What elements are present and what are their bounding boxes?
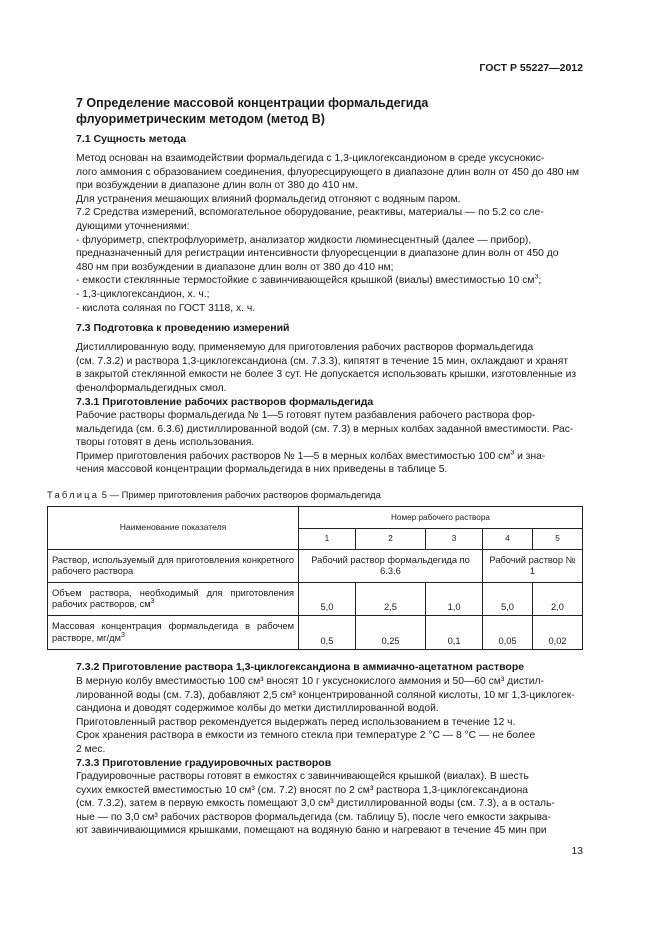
table-cell: 0,05 bbox=[483, 616, 533, 650]
text-line: (см. 7.3.2) и раствора 1,3-циклогександиона (см. 7.3.3), кипятят в течение 15 мин, охлаждают и хранят bbox=[76, 355, 569, 367]
superscript: 3 bbox=[150, 597, 155, 605]
cell-source-formaldehyde: Рабочий раствор формальдегида по 6.3.6 bbox=[299, 550, 483, 583]
text-line: творы готовят в день использования. bbox=[76, 437, 255, 449]
paragraph-preparation bbox=[76, 341, 582, 395]
standard-code: ГОСТ Р 55227—2012 bbox=[479, 62, 583, 74]
row-label-volume bbox=[48, 583, 299, 616]
superscript: 3 bbox=[510, 449, 515, 457]
text-line: Для устранения мешающих влияний формальдегид отгоняют с водяным паром. bbox=[76, 193, 461, 205]
text-line: Дистиллированную воду, применяемую для приготовления рабочих растворов формальдегида bbox=[76, 342, 534, 353]
text-line: лированной воды (см. 7.3), добавляют 2,5 см³ концентрированной соляной кислоты, 10 мг 1,3-циклогек- bbox=[76, 689, 575, 701]
text-line: сухих емкостей вместимостью 10 см³ (см. 7.2) вносят по 2 см³ раствора 1,3-циклогександиона bbox=[76, 784, 529, 796]
row-label-text: Массовая концентрация формальдегида в рабочем растворе, мг/дм bbox=[52, 621, 294, 643]
text-line: Приготовленный раствор рекомендуется выдержать перед использованием в течение 12 ч. bbox=[76, 716, 516, 728]
paragraph-calibration-solutions bbox=[76, 770, 582, 838]
text-line: 480 нм при возбуждении в диапазоне длин волн от 380 до 410 нм; bbox=[76, 261, 394, 273]
table-5-caption bbox=[47, 488, 381, 502]
text-line: Рабочие растворы формальдегида № 1—5 готовят путем разбавления рабочего раствора фор- bbox=[76, 410, 536, 421]
text-line: при возбуждении в диапазоне длин волн от 380 до 410 нм. bbox=[76, 180, 358, 192]
section-7-title-line1: 7 Определение массовой концентрации формальдегида bbox=[76, 96, 429, 110]
column-number-5: 5 bbox=[532, 529, 582, 550]
heading-7-3-3: 7.3.3 Приготовление градуировочных растворов bbox=[76, 757, 332, 769]
row-label-concentration bbox=[48, 616, 299, 650]
page-number: 13 bbox=[571, 845, 583, 857]
text-line bbox=[76, 274, 582, 288]
column-number-3: 3 bbox=[426, 529, 483, 550]
table-5 bbox=[47, 506, 583, 650]
table-cell: 0,02 bbox=[532, 616, 582, 650]
table-cell: 0,5 bbox=[299, 616, 356, 650]
table-cell: 5,0 bbox=[299, 583, 356, 616]
text-line: ют завинчивающимися крышками, помещают на водяную баню и нагревают в течение 45 мин при bbox=[76, 825, 547, 837]
text-line: Метод основан на взаимодействии формальдегида с 1,3-циклогександионом в среде уксуснокис- bbox=[76, 153, 545, 164]
text-line bbox=[76, 450, 582, 464]
cell-source-solution-1: Рабочий раствор № 1 bbox=[483, 550, 583, 583]
column-header-indicator: Наименование показателя bbox=[48, 507, 299, 550]
superscript: 3 bbox=[120, 631, 125, 639]
paragraph-working-solutions bbox=[76, 409, 582, 477]
column-group-header: Номер рабочего раствора bbox=[299, 507, 583, 529]
text-line: фенолформальдегидных смол. bbox=[76, 382, 227, 394]
column-number-2: 2 bbox=[355, 529, 425, 550]
row-label-source-solution: Раствор, используемый для приготовления конкретного рабочего раствора bbox=[48, 550, 299, 583]
table-cell: 2,0 bbox=[532, 583, 582, 616]
table-cell: 1,0 bbox=[426, 583, 483, 616]
table-cell: 5,0 bbox=[483, 583, 533, 616]
paragraph-method-essence bbox=[76, 152, 582, 315]
row-label-text: Объем раствора, необходимый для приготовления рабочих растворов, см bbox=[52, 587, 294, 609]
bullet-vials-end: ; bbox=[538, 275, 542, 287]
heading-7-1: 7.1 Сущность метода bbox=[76, 133, 187, 145]
heading-7-3-1: 7.3.1 Приготовление рабочих растворов формальдегида bbox=[76, 396, 374, 408]
text-line: 2 мес. bbox=[76, 743, 106, 755]
text-line: предназначенный для регистрации интенсивности флуоресценции в диапазоне длин волн от 450 до bbox=[76, 248, 559, 260]
heading-7-3: 7.3 Подготовка к проведению измерений bbox=[76, 322, 290, 334]
text-line: дующими уточнениями: bbox=[76, 220, 190, 232]
paragraph-cyclohexanedione-solution bbox=[76, 675, 582, 757]
column-number-1: 1 bbox=[299, 529, 356, 550]
section-7-title bbox=[76, 95, 546, 127]
table-caption-label: Таблица bbox=[47, 489, 100, 500]
section-7-title-line2: флуориметрическим методом (метод В) bbox=[76, 112, 325, 126]
table-caption-text: 5 — Пример приготовления рабочих растворов формальдегида bbox=[101, 489, 381, 500]
text-line: мальдегида (см. 6.3.6) дистиллированной водой (см. 7.3) в мерных колбах заданной вместимости. Рас- bbox=[76, 423, 574, 435]
text-line: - кислота соляная по ГОСТ 3118, х. ч. bbox=[76, 302, 256, 314]
table-cell: 0,1 bbox=[426, 616, 483, 650]
table-cell: 0,25 bbox=[355, 616, 425, 650]
text-line: лого аммония с образованием соединения, флуоресцирующего в диапазоне длин волн от 450 до 480 нм bbox=[76, 166, 580, 178]
text-line: (см. 7.3.2), затем в первую емкость помещают 3,0 см³ дистиллированной воды (см. 7.3), а в осталь- bbox=[76, 798, 555, 810]
text-fragment: Пример приготовления рабочих растворов № 1—5 в мерных колбах вместимостью 100 см bbox=[76, 450, 511, 462]
text-line: сандиона и доводят содержимое колбы до метки дистиллированной водой. bbox=[76, 703, 439, 715]
text-line: Градуировочные растворы готовят в емкостях с завинчивающейся крышкой (виалах). В шесть bbox=[76, 771, 529, 782]
superscript: 3 bbox=[534, 274, 539, 281]
text-line: чения массовой концентрации формальдегида в них приведены в таблице 5. bbox=[76, 464, 448, 476]
table-cell: 2,5 bbox=[355, 583, 425, 616]
bullet-vials: - емкости стеклянные термостойкие с завинчивающейся крышкой (виалы) вместимостью 10 см bbox=[76, 275, 535, 287]
text-line: в закрытой стеклянной емкости не более 3 сут. Не допускается использовать крышки, изготовленные из bbox=[76, 369, 577, 381]
text-line: Срок хранения раствора в емкости из темного стекла при температуре 2 °С — 8 °С — не более bbox=[76, 730, 536, 742]
heading-7-3-2: 7.3.2 Приготовление раствора 1,3-циклогександиона в аммиачно-ацетатном растворе bbox=[76, 661, 525, 673]
text-line: - флуориметр, спектрофлуориметр, анализатор жидкости люминесцентный (далее — прибор), bbox=[76, 234, 532, 246]
text-fragment: и зна- bbox=[514, 450, 546, 462]
text-line: 7.2 Средства измерений, вспомогательное оборудование, реактивы, материалы — по 5.2 со сле- bbox=[76, 207, 544, 219]
text-line: В мерную колбу вместимостью 100 см³ вносят 10 г уксуснокислого аммония и 50—60 см³ дистил- bbox=[76, 676, 544, 687]
column-number-4: 4 bbox=[483, 529, 533, 550]
text-line: - 1,3-циклогександион, х. ч.; bbox=[76, 288, 210, 300]
text-line: ные — по 3,0 см³ рабочих растворов формальдегида (см. таблицу 5), после чего емкости закрыва- bbox=[76, 811, 551, 823]
